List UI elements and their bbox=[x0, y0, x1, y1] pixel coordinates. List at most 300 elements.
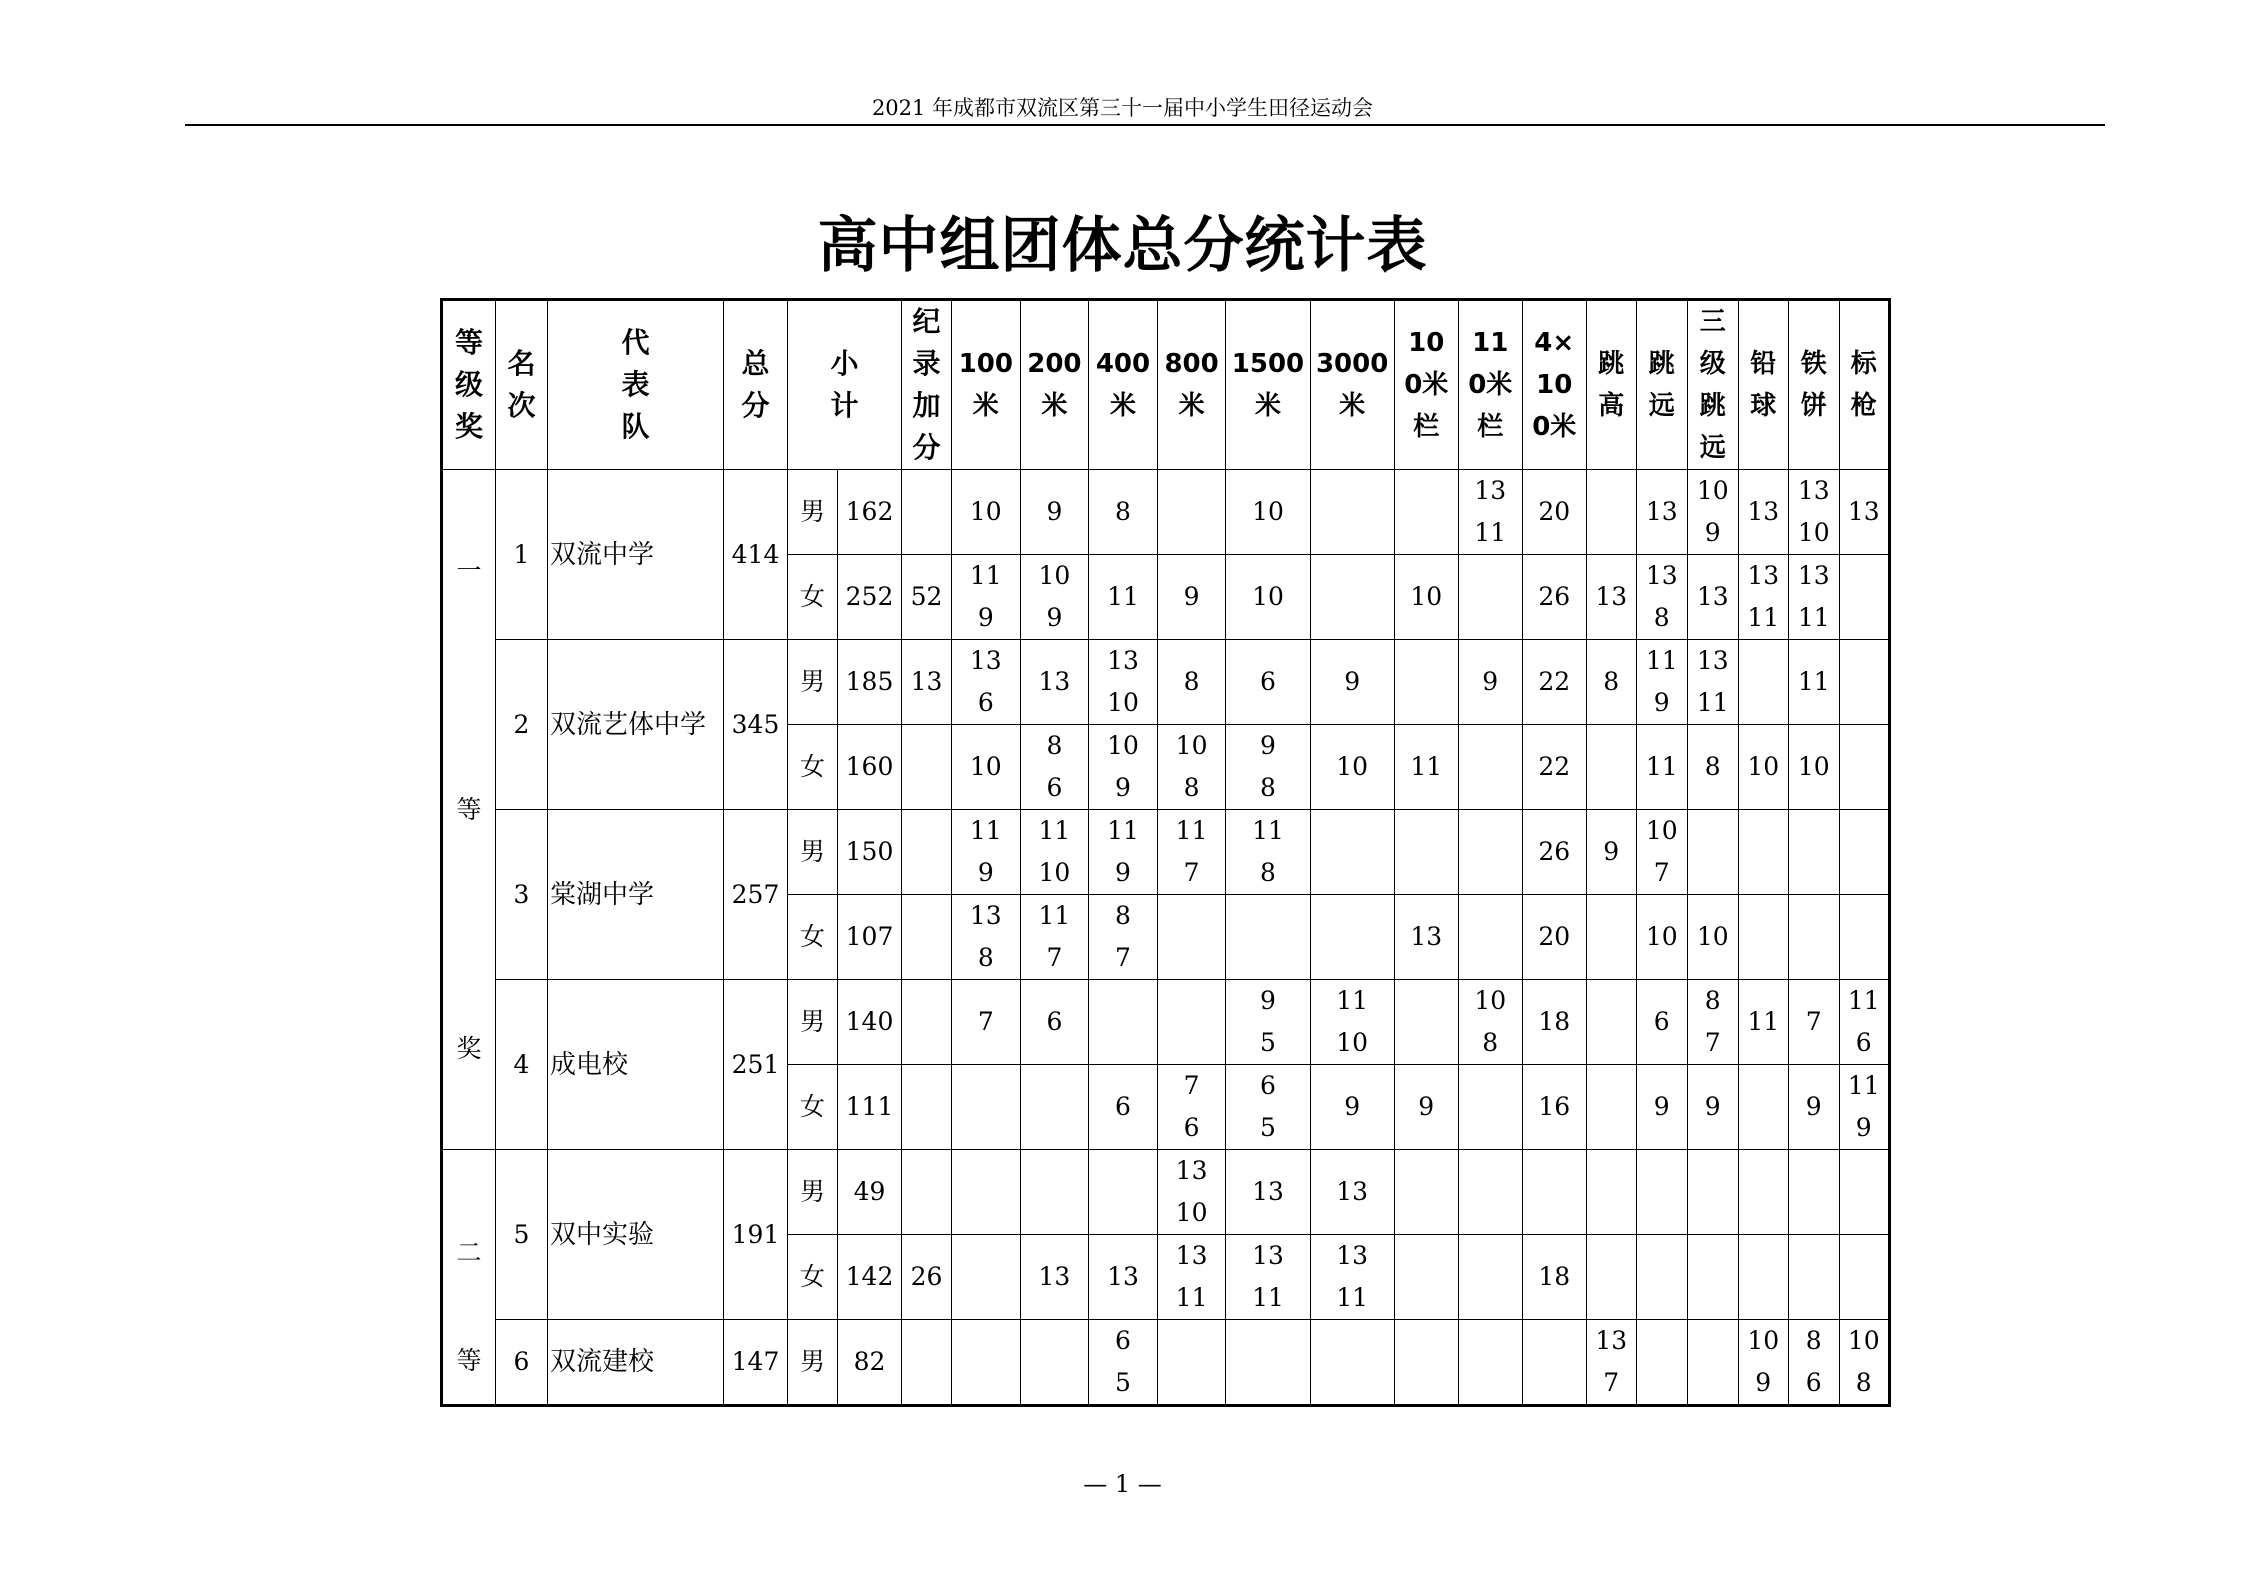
event-score-cell bbox=[1522, 895, 1586, 980]
rank-cell: 4 bbox=[496, 980, 548, 1150]
event-score-cell bbox=[1788, 1065, 1839, 1150]
event-score: 10 bbox=[1175, 1198, 1208, 1227]
event-score: 11 bbox=[1747, 603, 1780, 632]
event-score: 9 bbox=[1418, 1092, 1435, 1121]
event-score-cell bbox=[1522, 1065, 1586, 1150]
total-score: 414 bbox=[724, 470, 788, 640]
header-event-1500m bbox=[1226, 300, 1310, 470]
event-score-cell bbox=[952, 470, 1021, 555]
event-score: 13 bbox=[1696, 646, 1729, 675]
subtotal-cell: 252 bbox=[838, 555, 902, 640]
gender-cell: 女 bbox=[788, 895, 838, 980]
team-score-table bbox=[440, 298, 1891, 1407]
record-bonus-cell bbox=[902, 810, 952, 895]
event-score-cell bbox=[1586, 980, 1636, 1065]
record-bonus-cell: 13 bbox=[902, 640, 952, 725]
event-score: 13 bbox=[1696, 582, 1729, 611]
event-score-cell bbox=[1226, 1235, 1310, 1320]
event-score: 6 bbox=[1855, 1028, 1872, 1057]
event-score-cell bbox=[1157, 895, 1226, 980]
event-score-cell bbox=[1636, 1065, 1687, 1150]
event-label: 铁饼 bbox=[1800, 349, 1827, 421]
event-label: 200米 bbox=[1027, 349, 1082, 421]
event-score-cell bbox=[1157, 1150, 1226, 1235]
event-label: 3000米 bbox=[1315, 349, 1389, 421]
event-score-cell bbox=[1020, 1320, 1089, 1406]
event-score-cell bbox=[1394, 810, 1458, 895]
event-score-cell bbox=[1226, 980, 1310, 1065]
event-score: 6 bbox=[1805, 1368, 1822, 1397]
award-char: 奖 bbox=[456, 1033, 482, 1063]
event-score: 8 bbox=[1704, 752, 1721, 781]
event-score-cell bbox=[952, 1235, 1021, 1320]
header-event-shot-put bbox=[1738, 300, 1788, 470]
event-score: 9 bbox=[1805, 1092, 1822, 1121]
event-score-cell bbox=[1458, 1150, 1522, 1235]
header-subtotal-label: 小计 bbox=[830, 347, 859, 422]
event-score: 9 bbox=[1855, 1113, 1872, 1142]
event-score-cell bbox=[1738, 1320, 1788, 1406]
event-score-cell bbox=[1020, 470, 1089, 555]
header-event-triple-jump bbox=[1687, 300, 1738, 470]
event-score-cell bbox=[1310, 1150, 1394, 1235]
event-score-cell bbox=[1020, 555, 1089, 640]
event-score-cell bbox=[1020, 1235, 1089, 1320]
event-score: 13 bbox=[1847, 497, 1880, 526]
event-score: 6 bbox=[1046, 773, 1063, 802]
header-event-discus bbox=[1788, 300, 1839, 470]
event-score: 9 bbox=[1183, 582, 1200, 611]
event-score: 5 bbox=[1115, 1368, 1131, 1397]
event-score-cell bbox=[1636, 1320, 1687, 1406]
event-score: 10 bbox=[1038, 858, 1071, 887]
event-score-cell bbox=[1522, 725, 1586, 810]
event-label: 100米栏 bbox=[1404, 328, 1449, 442]
event-score: 8 bbox=[1482, 1028, 1499, 1057]
event-score-cell bbox=[1788, 980, 1839, 1065]
event-score-cell bbox=[1738, 1235, 1788, 1320]
subtotal-cell: 140 bbox=[838, 980, 902, 1065]
event-score-cell bbox=[1522, 1150, 1586, 1235]
event-score: 13 bbox=[1107, 1262, 1139, 1291]
award-char: 等 bbox=[456, 1346, 482, 1375]
event-score: 8 bbox=[1805, 1326, 1822, 1355]
table-row bbox=[442, 1320, 1890, 1406]
event-score: 13 bbox=[1107, 646, 1139, 675]
event-score-cell bbox=[1394, 1235, 1458, 1320]
event-score-cell bbox=[1157, 555, 1226, 640]
record-bonus-cell bbox=[902, 895, 952, 980]
event-score-cell bbox=[952, 1320, 1021, 1406]
event-score: 9 bbox=[1344, 667, 1361, 696]
event-score: 5 bbox=[1260, 1028, 1276, 1057]
event-score-cell bbox=[1522, 470, 1586, 555]
event-score-cell bbox=[1458, 895, 1522, 980]
event-score-cell bbox=[1394, 1320, 1458, 1406]
event-score: 10 bbox=[969, 752, 1002, 781]
event-score: 10 bbox=[1175, 731, 1208, 760]
event-score-cell bbox=[1226, 555, 1310, 640]
event-score: 13 bbox=[1595, 582, 1628, 611]
event-score: 13 bbox=[1645, 561, 1678, 590]
event-score-cell bbox=[1636, 980, 1687, 1065]
event-score-cell bbox=[1458, 470, 1522, 555]
event-score-cell bbox=[1636, 470, 1687, 555]
event-label: 三级跳远 bbox=[1699, 307, 1726, 463]
event-score: 18 bbox=[1538, 1262, 1571, 1291]
table-row bbox=[442, 640, 1890, 725]
event-score: 11 bbox=[1252, 816, 1284, 845]
event-score-cell bbox=[1738, 980, 1788, 1065]
event-score: 11 bbox=[1107, 816, 1139, 845]
event-score-cell bbox=[1788, 640, 1839, 725]
event-score-cell bbox=[1522, 555, 1586, 640]
event-score: 11 bbox=[1410, 752, 1443, 781]
event-score-cell bbox=[1020, 1065, 1089, 1150]
event-score-cell bbox=[1522, 1320, 1586, 1406]
header-rank-label: 名次 bbox=[507, 347, 536, 422]
header-award bbox=[442, 300, 496, 470]
event-score: 8 bbox=[977, 943, 994, 972]
subtotal-cell: 82 bbox=[838, 1320, 902, 1406]
event-score-cell bbox=[1157, 1320, 1226, 1406]
event-score: 11 bbox=[1474, 518, 1507, 547]
subtotal-cell: 49 bbox=[838, 1150, 902, 1235]
event-score-cell bbox=[1089, 555, 1158, 640]
event-score-cell bbox=[1586, 895, 1636, 980]
event-score: 26 bbox=[1538, 582, 1571, 611]
gender-cell: 女 bbox=[788, 1235, 838, 1320]
gender-cell: 女 bbox=[788, 725, 838, 810]
subtotal-cell: 111 bbox=[838, 1065, 902, 1150]
event-score-cell bbox=[1020, 895, 1089, 980]
event-score-cell bbox=[1687, 1320, 1738, 1406]
event-score: 22 bbox=[1538, 667, 1571, 696]
event-score-cell bbox=[1020, 980, 1089, 1065]
header-divider bbox=[185, 124, 2105, 126]
event-score: 9 bbox=[1482, 667, 1499, 696]
gender-cell: 男 bbox=[788, 470, 838, 555]
total-score: 345 bbox=[724, 640, 788, 810]
event-score: 10 bbox=[969, 497, 1002, 526]
event-score-cell bbox=[1089, 1235, 1158, 1320]
rank-cell: 2 bbox=[496, 640, 548, 810]
gender-cell: 男 bbox=[788, 810, 838, 895]
event-score: 13 bbox=[1797, 476, 1830, 505]
event-score-cell bbox=[1020, 725, 1089, 810]
event-score-cell bbox=[1157, 640, 1226, 725]
event-score-cell bbox=[1394, 555, 1458, 640]
event-score-cell bbox=[1687, 980, 1738, 1065]
header-event-long-jump bbox=[1636, 300, 1687, 470]
event-score-cell bbox=[1586, 555, 1636, 640]
total-score: 191 bbox=[724, 1150, 788, 1320]
event-score: 6 bbox=[1653, 1007, 1670, 1036]
event-score: 8 bbox=[1855, 1368, 1872, 1397]
event-score: 6 bbox=[1115, 1326, 1131, 1355]
event-score-cell bbox=[1839, 1320, 1889, 1406]
event-score: 5 bbox=[1260, 1113, 1276, 1142]
event-score: 7 bbox=[1115, 943, 1131, 972]
event-score-cell bbox=[1788, 1150, 1839, 1235]
event-score: 10 bbox=[1336, 752, 1369, 781]
event-score-cell bbox=[1157, 470, 1226, 555]
event-score-cell bbox=[1310, 895, 1394, 980]
team-name: 双流艺体中学 bbox=[548, 640, 724, 810]
gender-cell: 男 bbox=[788, 980, 838, 1065]
header-rank bbox=[496, 300, 548, 470]
event-score: 9 bbox=[1704, 518, 1721, 547]
event-score: 11 bbox=[1797, 667, 1830, 696]
team-name: 成电校 bbox=[548, 980, 724, 1150]
event-score-cell bbox=[1020, 1150, 1089, 1235]
total-score: 257 bbox=[724, 810, 788, 980]
event-score: 10 bbox=[1797, 518, 1830, 547]
event-score-cell bbox=[1839, 1235, 1889, 1320]
event-score: 6 bbox=[1046, 1007, 1063, 1036]
event-score-cell bbox=[1738, 1150, 1788, 1235]
header-record bbox=[902, 300, 952, 470]
event-score-cell bbox=[1586, 640, 1636, 725]
header-event-4x100m bbox=[1522, 300, 1586, 470]
event-score: 11 bbox=[1847, 1071, 1880, 1100]
event-score: 10 bbox=[1252, 497, 1284, 526]
award-char: 等 bbox=[456, 794, 482, 824]
table-row bbox=[442, 470, 1890, 555]
event-score-cell bbox=[952, 555, 1021, 640]
event-score-cell bbox=[1522, 980, 1586, 1065]
event-score-cell bbox=[1586, 470, 1636, 555]
event-score-cell bbox=[1687, 810, 1738, 895]
event-score-cell bbox=[1636, 725, 1687, 810]
event-score-cell bbox=[1586, 1320, 1636, 1406]
event-score-cell bbox=[1226, 470, 1310, 555]
event-score: 13 bbox=[1038, 1262, 1071, 1291]
record-bonus-cell: 52 bbox=[902, 555, 952, 640]
event-score-cell bbox=[1738, 725, 1788, 810]
event-score: 9 bbox=[1755, 1368, 1772, 1397]
event-score: 13 bbox=[1175, 1241, 1208, 1270]
event-score-cell bbox=[1586, 725, 1636, 810]
event-score: 10 bbox=[1107, 731, 1139, 760]
event-score: 6 bbox=[1115, 1092, 1131, 1121]
header-event-high-jump bbox=[1586, 300, 1636, 470]
award-first-label bbox=[443, 550, 495, 1070]
header-team-label: 代表队 bbox=[621, 326, 650, 443]
event-score-cell bbox=[1522, 1235, 1586, 1320]
event-score-cell bbox=[1839, 470, 1889, 555]
event-score: 13 bbox=[1410, 922, 1443, 951]
event-score: 13 bbox=[969, 901, 1002, 930]
event-score-cell bbox=[1226, 725, 1310, 810]
event-score-cell bbox=[1586, 810, 1636, 895]
event-score: 11 bbox=[969, 816, 1002, 845]
header-team bbox=[548, 300, 724, 470]
event-score-cell bbox=[1089, 725, 1158, 810]
event-score-cell bbox=[1738, 895, 1788, 980]
event-score-cell bbox=[1310, 470, 1394, 555]
event-score: 9 bbox=[1653, 688, 1670, 717]
event-score-cell bbox=[1226, 1320, 1310, 1406]
award-second-label bbox=[443, 1172, 495, 1382]
event-score: 20 bbox=[1538, 497, 1571, 526]
event-score-cell bbox=[1458, 1065, 1522, 1150]
event-score: 11 bbox=[1175, 1283, 1208, 1312]
event-score-cell bbox=[1839, 1065, 1889, 1150]
event-score-cell bbox=[1394, 725, 1458, 810]
event-score: 8 bbox=[1183, 773, 1200, 802]
event-score: 11 bbox=[1645, 752, 1678, 781]
page-title: 高中组团体总分统计表 bbox=[817, 211, 1428, 281]
event-score-cell bbox=[1738, 1065, 1788, 1150]
event-score-cell bbox=[1738, 555, 1788, 640]
event-label: 铅球 bbox=[1750, 349, 1777, 421]
event-score: 11 bbox=[1175, 816, 1208, 845]
event-score: 6 bbox=[977, 688, 994, 717]
event-score: 10 bbox=[1645, 922, 1678, 951]
event-score: 7 bbox=[1653, 858, 1670, 887]
table-row bbox=[442, 980, 1890, 1065]
event-score-cell bbox=[1310, 1235, 1394, 1320]
event-score-cell bbox=[1394, 1065, 1458, 1150]
event-score-cell bbox=[1839, 640, 1889, 725]
event-score-cell bbox=[1458, 725, 1522, 810]
rank-cell: 1 bbox=[496, 470, 548, 640]
event-score-cell bbox=[1788, 470, 1839, 555]
header-subtotal bbox=[788, 300, 902, 470]
event-score-cell bbox=[1839, 810, 1889, 895]
event-score-cell bbox=[952, 810, 1021, 895]
gender-cell: 男 bbox=[788, 640, 838, 725]
event-score-cell bbox=[952, 640, 1021, 725]
event-score: 9 bbox=[1704, 1092, 1721, 1121]
header-total-label: 总分 bbox=[741, 347, 770, 422]
event-label: 跳远 bbox=[1648, 349, 1675, 421]
header-total bbox=[724, 300, 788, 470]
event-score-cell bbox=[1636, 1150, 1687, 1235]
event-score: 13 bbox=[1175, 1156, 1208, 1185]
event-score-cell bbox=[1738, 640, 1788, 725]
event-score: 18 bbox=[1538, 1007, 1571, 1036]
event-score-cell bbox=[1089, 640, 1158, 725]
event-score: 13 bbox=[969, 646, 1002, 675]
event-score-cell bbox=[1522, 640, 1586, 725]
event-score-cell bbox=[1522, 810, 1586, 895]
subtotal-cell: 142 bbox=[838, 1235, 902, 1320]
event-label: 跳高 bbox=[1598, 349, 1625, 421]
event-score-cell bbox=[1839, 725, 1889, 810]
header-award-label: 等级奖 bbox=[454, 326, 483, 443]
event-score: 8 bbox=[1653, 603, 1670, 632]
event-label: 4×100米 bbox=[1532, 328, 1577, 442]
event-score: 11 bbox=[1747, 1007, 1780, 1036]
event-score-cell bbox=[1636, 810, 1687, 895]
event-label: 800米 bbox=[1164, 349, 1219, 421]
event-score-cell bbox=[1636, 640, 1687, 725]
total-score: 147 bbox=[724, 1320, 788, 1406]
event-score: 8 bbox=[1260, 858, 1276, 887]
rank-cell: 6 bbox=[496, 1320, 548, 1406]
event-score-cell bbox=[1687, 470, 1738, 555]
event-score: 22 bbox=[1538, 752, 1571, 781]
event-score: 16 bbox=[1538, 1092, 1571, 1121]
event-score-cell bbox=[1089, 470, 1158, 555]
event-score: 10 bbox=[1474, 986, 1507, 1015]
header-event-100m-hurdles bbox=[1394, 300, 1458, 470]
running-header: 2021 年成都市双流区第三十一届中小学生田径运动会 bbox=[871, 96, 1374, 120]
event-score: 13 bbox=[1645, 497, 1678, 526]
event-score-cell bbox=[1458, 555, 1522, 640]
rank-cell: 3 bbox=[496, 810, 548, 980]
event-score-cell bbox=[1738, 810, 1788, 895]
event-score: 11 bbox=[1797, 603, 1830, 632]
event-score: 8 bbox=[1115, 901, 1131, 930]
event-score: 9 bbox=[1046, 603, 1063, 632]
rank-cell: 5 bbox=[496, 1150, 548, 1320]
event-score: 9 bbox=[1115, 773, 1131, 802]
event-label: 110米栏 bbox=[1468, 328, 1513, 442]
header-event-3000m bbox=[1310, 300, 1394, 470]
event-score-cell bbox=[952, 725, 1021, 810]
record-bonus-cell bbox=[902, 1065, 952, 1150]
header-record-label: 纪录加分 bbox=[912, 305, 941, 464]
gender-cell: 男 bbox=[788, 1150, 838, 1235]
event-score-cell bbox=[1788, 1320, 1839, 1406]
header-event-200m bbox=[1020, 300, 1089, 470]
event-score-cell bbox=[1020, 640, 1089, 725]
event-score: 10 bbox=[1747, 752, 1780, 781]
event-score: 9 bbox=[1344, 1092, 1361, 1121]
event-score: 9 bbox=[1603, 837, 1620, 866]
event-score-cell bbox=[1394, 895, 1458, 980]
event-score-cell bbox=[1157, 810, 1226, 895]
table-row bbox=[442, 810, 1890, 895]
event-score: 13 bbox=[1595, 1326, 1628, 1355]
event-score-cell bbox=[1226, 895, 1310, 980]
event-score: 9 bbox=[977, 603, 994, 632]
event-score: 11 bbox=[1038, 901, 1071, 930]
event-score: 7 bbox=[1183, 1071, 1200, 1100]
event-score-cell bbox=[1310, 640, 1394, 725]
event-score: 9 bbox=[1115, 858, 1131, 887]
event-score-cell bbox=[1226, 640, 1310, 725]
event-score-cell bbox=[1458, 1320, 1522, 1406]
event-score-cell bbox=[1458, 810, 1522, 895]
event-score-cell bbox=[952, 1150, 1021, 1235]
event-score: 11 bbox=[1038, 816, 1071, 845]
event-score-cell bbox=[1458, 640, 1522, 725]
event-score-cell bbox=[1157, 1065, 1226, 1150]
event-score-cell bbox=[1687, 725, 1738, 810]
total-score: 251 bbox=[724, 980, 788, 1150]
event-label: 100米 bbox=[958, 349, 1013, 421]
event-score: 10 bbox=[1847, 1326, 1880, 1355]
event-score-cell bbox=[1586, 1065, 1636, 1150]
event-score: 7 bbox=[1704, 1028, 1721, 1057]
award-char: 二 bbox=[456, 1238, 482, 1267]
record-bonus-cell bbox=[902, 470, 952, 555]
event-score-cell bbox=[1310, 810, 1394, 895]
event-score-cell bbox=[1687, 1235, 1738, 1320]
event-score: 7 bbox=[1046, 943, 1063, 972]
subtotal-cell: 185 bbox=[838, 640, 902, 725]
event-score-cell bbox=[1394, 1150, 1458, 1235]
event-score: 9 bbox=[1260, 731, 1276, 760]
event-score-cell bbox=[1157, 980, 1226, 1065]
event-score-cell bbox=[1839, 980, 1889, 1065]
event-score: 10 bbox=[1747, 1326, 1780, 1355]
event-score-cell bbox=[1157, 725, 1226, 810]
